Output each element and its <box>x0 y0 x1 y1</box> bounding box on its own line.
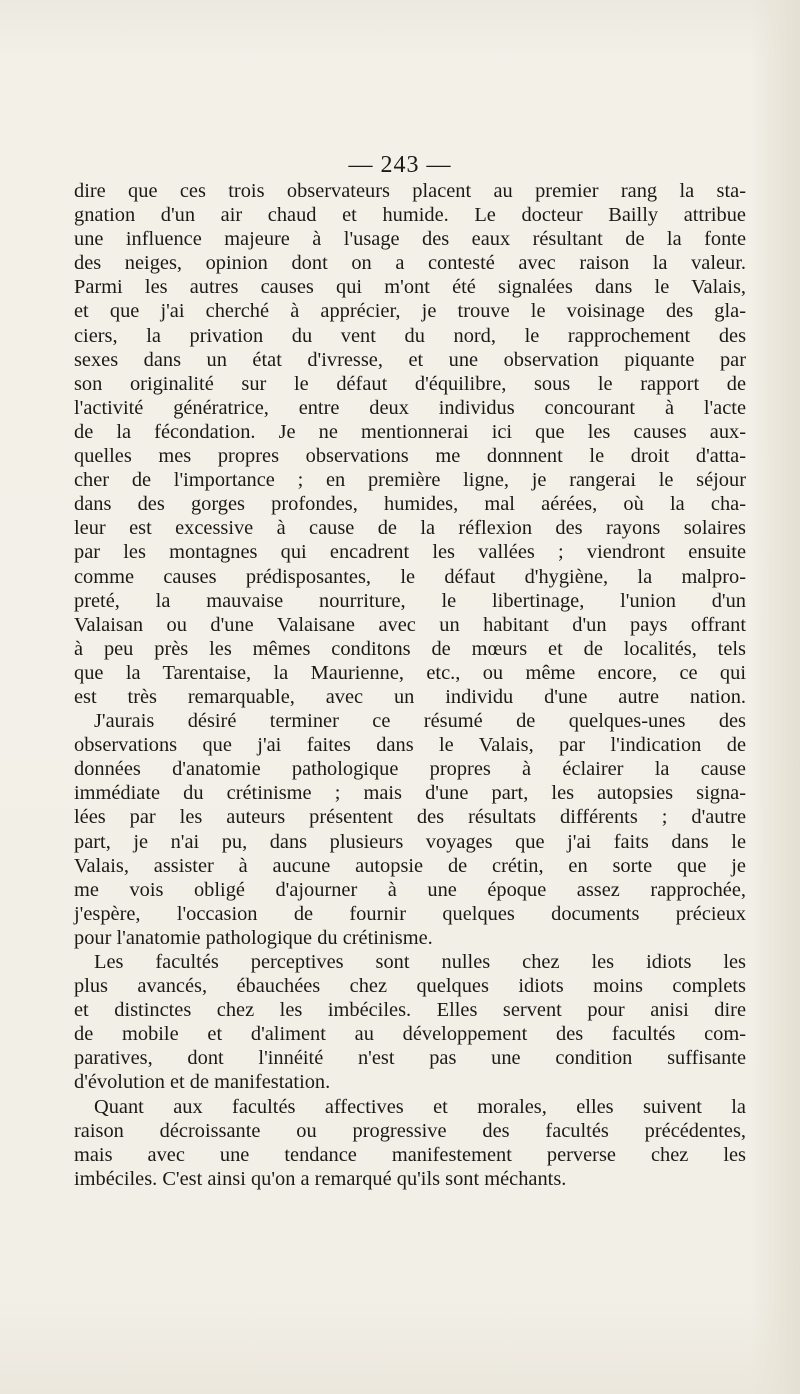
text-line: son originalité sur le défaut d'équilibre, sous le rapport de <box>74 372 746 395</box>
text-line: preté, la mauvaise nourriture, le libertinage, l'union d'un <box>74 589 746 612</box>
text-line: paratives, dont l'innéité n'est pas une condition suffisante <box>74 1047 746 1070</box>
text-line: l'activité génératrice, entre deux individus concourant à l'acte <box>74 396 746 419</box>
text-line: comme causes prédisposantes, le défaut d'hygiène, la malpro- <box>74 565 746 588</box>
paragraph <box>54 709 746 950</box>
text-line: ciers, la privation du vent du nord, le rapprochement des <box>74 324 746 347</box>
text-line: Valaisan ou d'une Valaisane avec un habitant d'un pays offrant <box>74 613 746 636</box>
text-line: pour l'anatomie pathologique du crétinisme. <box>74 926 433 949</box>
text-line: données d'anatomie pathologique propres à éclairer la cause <box>74 758 746 781</box>
text-line: lées par les auteurs présentent des résultats différents ; d'autre <box>74 806 746 829</box>
text-line: me vois obligé d'ajourner à une époque assez rapprochée, <box>74 878 746 901</box>
text-line: mais avec une tendance manifestement perverse chez les <box>74 1143 746 1166</box>
paragraph <box>54 1095 746 1191</box>
text-line: imbéciles. C'est ainsi qu'on a remarqué qu'ils sont méchants. <box>74 1167 567 1190</box>
text-line: est très remarquable, avec un individu d'une autre nation. <box>74 685 746 708</box>
text-line: par les montagnes qui encadrent les vallées ; viendront ensuite <box>74 541 746 564</box>
text-line: de la fécondation. Je ne mentionnerai ici que les causes aux- <box>74 420 746 443</box>
text-line: à peu près les mêmes conditons de mœurs et de localités, tels <box>74 637 746 660</box>
text-line: immédiate du crétinisme ; mais d'une part, les autopsies signa- <box>74 782 746 805</box>
page-edge-shadow <box>750 0 800 1394</box>
text-line: part, je n'ai pu, dans plusieurs voyages que j'ai faits dans le <box>74 830 746 853</box>
text-line: une influence majeure à l'usage des eaux résultant de la fonte <box>74 228 746 251</box>
text-line: Quant aux facultés affectives et morales, elles suivent la <box>94 1095 746 1118</box>
page-number: — 243 — <box>348 152 452 178</box>
text-line: Parmi les autres causes qui m'ont été signalées dans le Valais, <box>74 276 746 299</box>
text-line: leur est excessive à cause de la réflexion des rayons solaires <box>74 517 746 540</box>
text-line: d'évolution et de manifestation. <box>74 1071 331 1094</box>
text-line: que la Tarentaise, la Maurienne, etc., ou même encore, ce qui <box>74 661 746 684</box>
text-line: gnation d'un air chaud et humide. Le docteur Bailly attribue <box>74 204 746 227</box>
text-line: et que j'ai cherché à apprécier, je trouve le voisinage des gla- <box>74 300 746 323</box>
text-line: cher de l'importance ; en première ligne, je rangerai le séjour <box>74 469 746 492</box>
text-line: quelles mes propres observations me donnnent le droit d'atta- <box>74 445 746 468</box>
text-line: des neiges, opinion dont on a contesté avec raison la valeur. <box>74 252 746 275</box>
text-line: sexes dans un état d'ivresse, et une observation piquante par <box>74 348 746 371</box>
text-line: dans des gorges profondes, humides, mal aérées, où la cha- <box>74 493 746 516</box>
text-line: de mobile et d'aliment au développement des facultés com- <box>74 1023 746 1046</box>
body-text <box>54 179 746 1191</box>
text-line: et distinctes chez les imbéciles. Elles servent pour anisi dire <box>74 999 746 1022</box>
text-line: dire que ces trois observateurs placent au premier rang la sta- <box>74 180 746 202</box>
text-line: j'espère, l'occasion de fournir quelques documents précieux <box>74 902 746 925</box>
text-line: Valais, assister à aucune autopsie de crétin, en sorte que je <box>74 854 746 877</box>
text-line: observations que j'ai faites dans le Valais, par l'indication de <box>74 734 746 757</box>
text-line: plus avancés, ébauchées chez quelques idiots moins complets <box>74 975 746 998</box>
paragraph <box>54 950 746 1095</box>
paragraph <box>54 179 746 709</box>
text-line: raison décroissante ou progressive des facultés précédentes, <box>74 1119 746 1142</box>
text-line: J'aurais désiré terminer ce résumé de quelques-unes des <box>94 710 746 733</box>
text-line: Les facultés perceptives sont nulles chez les idiots les <box>94 951 746 973</box>
